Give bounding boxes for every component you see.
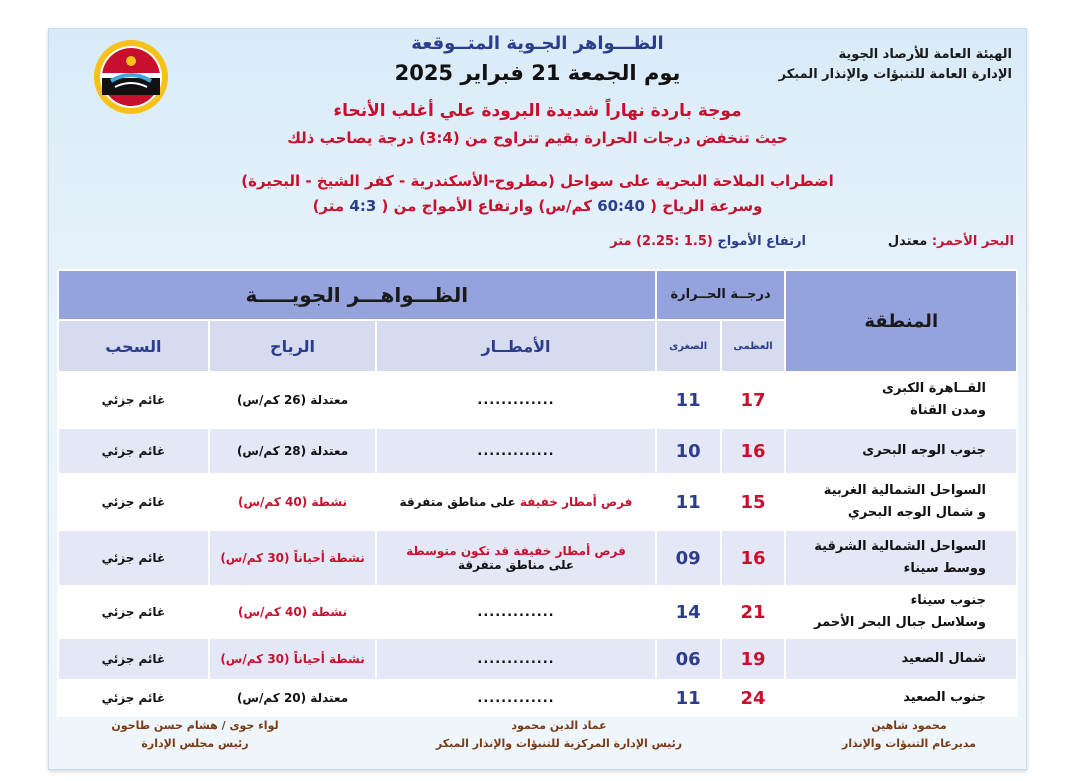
wind-cell: معتدلة (26 كم/س) (209, 372, 377, 428)
marine-line-2-e: متر) (312, 197, 345, 215)
region-cell (785, 372, 1017, 428)
header-wind: الرياح (209, 320, 377, 372)
marine-line-1-a: اضطراب الملاحة البحرية على سواحل (560, 172, 834, 190)
table-row (58, 474, 1017, 530)
clouds-cell: غائم جزئي (58, 428, 209, 474)
rain-cell (376, 474, 655, 530)
waves-label: ارتفاع الأمواج (717, 234, 806, 249)
wind-cell (209, 474, 377, 530)
region-line-1: جنوب سيناء (910, 593, 986, 608)
header-region: المنطقة (785, 270, 1017, 372)
header-max: العظمى (721, 320, 786, 372)
min-temp: 11 (656, 372, 721, 428)
header-temp: درجــة الحــرارة (656, 270, 786, 320)
region-line-1: جنوب الوجه البحرى (862, 443, 986, 458)
header-phenomena: الظـــواهـــر الجويـــــة (58, 270, 656, 320)
signature-left-title: رئيس مجلس الإدارة (141, 737, 249, 750)
region-line-1: القــاهرة الكبرى (882, 381, 986, 396)
max-temp: 15 (721, 474, 786, 530)
wind-text-a: نشطة أحياناً (293, 551, 365, 565)
rain-text-a: فرص أمطار خفيفة (519, 495, 633, 509)
max-temp: 19 (721, 638, 786, 680)
clouds-cell: غائم جزئي (58, 530, 209, 586)
clouds-cell: غائم جزئي (58, 372, 209, 428)
wind-text-b: (40 كم/س) (238, 605, 308, 619)
region-line-1: جنوب الصعيد (903, 690, 986, 705)
rain-cell: ............. (376, 372, 655, 428)
header-rain: الأمطــار (376, 320, 655, 372)
signature-right-name: محمود شاهين (871, 719, 947, 732)
marine-line-1-b: (مطروح-الأسكندرية - كفر الشيخ - البحيرة) (241, 172, 555, 190)
forecast-table (57, 269, 1018, 717)
region-line-1: السواحل الشمالية الغربية (823, 483, 986, 498)
marine-wave-height: 4:3 (349, 197, 377, 215)
signature-left-name: لواء جوى / هشام حسن طاحون (111, 719, 279, 732)
red-sea-status (888, 234, 1014, 249)
marine-line-2-c: كم/س) وارتفاع الأمواج من ( (381, 197, 592, 215)
org-line-1: الهيئة العامة للأرصاد الجوية (838, 47, 1012, 62)
rain-cell: ............. (376, 638, 655, 680)
min-temp: 10 (656, 428, 721, 474)
header-clouds: السحب (58, 320, 209, 372)
region-line-2: وسلاسل جبال البحر الأحمر (814, 615, 986, 630)
max-temp: 24 (721, 680, 786, 716)
signature-center-title: رئيس الإدارة المركزية للتنبؤات والإنذار المبكر (435, 737, 683, 750)
signature-right (842, 717, 976, 753)
region-cell (785, 586, 1017, 638)
org-line-2: الإدارة العامة للتنبؤات والإنذار المبكر (778, 67, 1012, 82)
region-cell (785, 680, 1017, 716)
rain-cell: ............. (376, 680, 655, 716)
page-title: الظـــواهر الجـوية المتــوقعة (411, 33, 664, 54)
rain-cell (376, 530, 655, 586)
wind-text-b: (30 كم/س) (220, 652, 290, 666)
table-row (58, 372, 1017, 428)
marine-line-2-a: وسرعة الرياح ( (650, 197, 763, 215)
region-line-1: شمال الصعيد (901, 651, 986, 666)
wind-text-a: نشطة أحياناً (293, 652, 365, 666)
rain-cell: ............. (376, 428, 655, 474)
headline-line-2: حيث تنخفض درجات الحرارة بقيم تتراوح من (3:4) درجة يصاحب ذلك (287, 129, 788, 147)
region-line-1: السواحل الشمالية الشرقية (814, 539, 986, 554)
rain-text-b: على مناطق متفرقة (399, 495, 516, 509)
marine-wind-speed: 60:40 (597, 197, 645, 215)
signature-right-title: مديرعام التنبؤات والإنذار (842, 737, 976, 750)
signature-center (429, 717, 689, 753)
clouds-cell: غائم جزئي (58, 586, 209, 638)
red-sea-label: البحر الأحمر: (931, 234, 1014, 249)
wind-cell: معتدلة (28 كم/س) (209, 428, 377, 474)
marine-line-2 (49, 197, 1026, 215)
max-temp: 16 (721, 428, 786, 474)
header-min: الصغرى (656, 320, 721, 372)
wind-text-b: (30 كم/س) (220, 551, 290, 565)
rain-text-a: فرص أمطار خفيفة قد تكون متوسطة (406, 544, 626, 558)
region-cell (785, 428, 1017, 474)
clouds-cell: غائم جزئي (58, 680, 209, 716)
table-row (58, 680, 1017, 716)
region-line-2: ومدن القناة (910, 403, 986, 418)
rain-text-b: على مناطق متفرقة (457, 558, 575, 572)
table-row (58, 428, 1017, 474)
min-temp: 11 (656, 680, 721, 716)
clouds-cell: غائم جزئي (58, 474, 209, 530)
region-cell (785, 530, 1017, 586)
red-sea-value: معتدل (887, 234, 928, 249)
forecast-date: يوم الجمعة 21 فبراير 2025 (394, 61, 681, 85)
wind-cell (209, 586, 377, 638)
region-line-2: ووسط سيناء (903, 561, 986, 576)
wind-cell (209, 638, 377, 680)
wind-cell: معتدلة (20 كم/س) (209, 680, 377, 716)
wind-cell (209, 530, 377, 586)
wind-text-b: (40 كم/س) (238, 495, 308, 509)
max-temp: 21 (721, 586, 786, 638)
signature-left (95, 717, 295, 753)
rain-cell: ............. (376, 586, 655, 638)
wind-text-a: نشطة (311, 495, 348, 509)
forecast-sheet (48, 28, 1027, 770)
marine-line-1 (49, 172, 1026, 190)
table-row (58, 530, 1017, 586)
wind-text-a: نشطة (311, 605, 348, 619)
signature-center-name: عماد الدين محمود (511, 719, 607, 732)
region-cell (785, 638, 1017, 680)
min-temp: 11 (656, 474, 721, 530)
clouds-cell: غائم جزئي (58, 638, 209, 680)
table-row (58, 586, 1017, 638)
headline-line-1: موجة باردة نهاراً شديدة البرودة علي أغلب الأنحاء (333, 101, 742, 121)
min-temp: 14 (656, 586, 721, 638)
min-temp: 06 (656, 638, 721, 680)
waves-value: (1.5 :2.25) متر (610, 234, 713, 249)
max-temp: 16 (721, 530, 786, 586)
max-temp: 17 (721, 372, 786, 428)
table-header-row-1 (58, 270, 1017, 320)
region-line-2: و شمال الوجه البحري (847, 505, 986, 520)
region-cell (785, 474, 1017, 530)
table-row (58, 638, 1017, 680)
red-sea-waves (610, 234, 806, 249)
min-temp: 09 (656, 530, 721, 586)
